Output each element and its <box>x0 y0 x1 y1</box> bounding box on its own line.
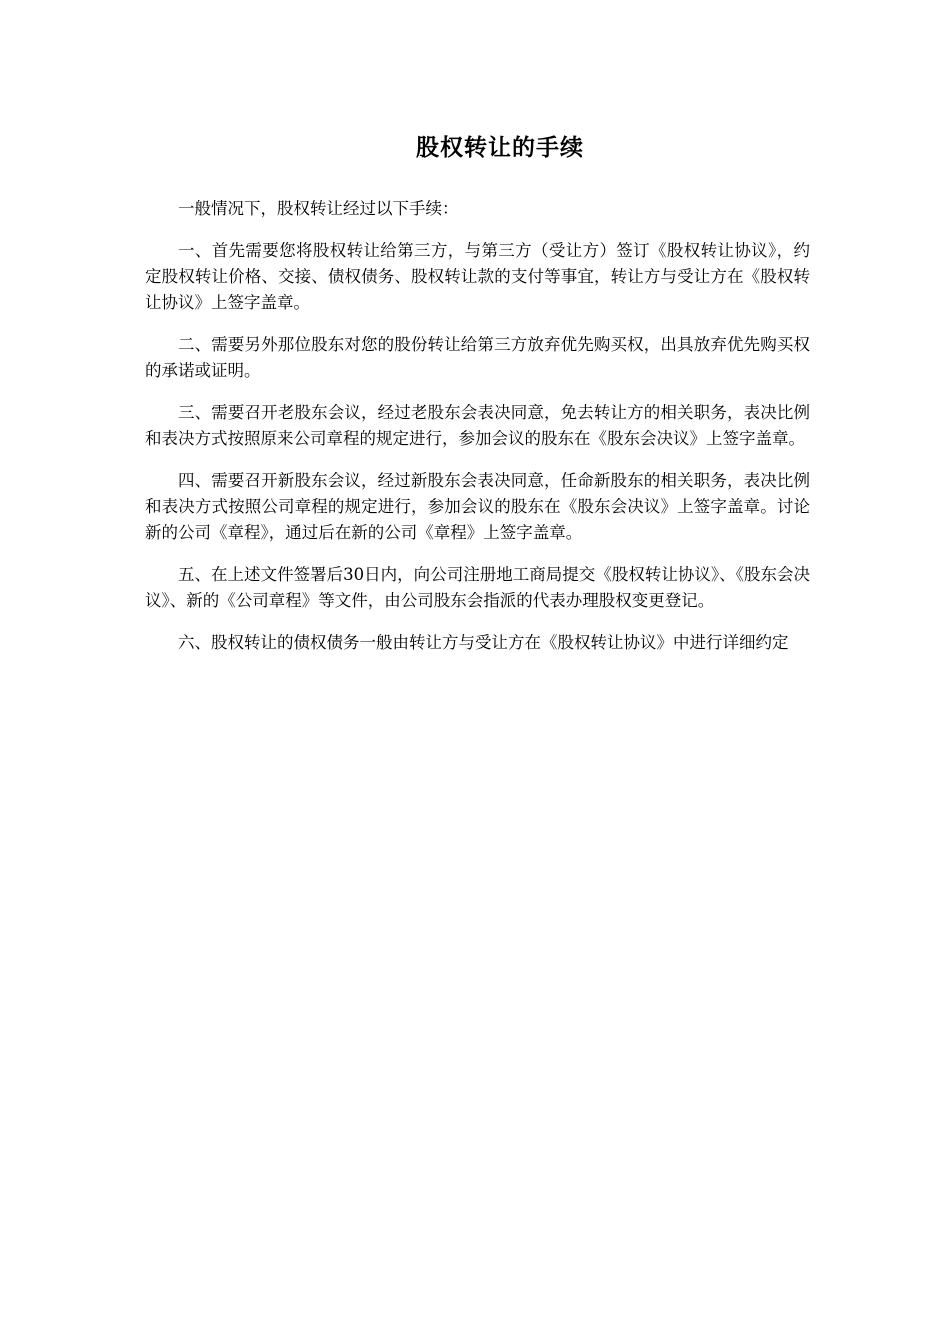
paragraph-step-1: 一、首先需要您将股权转让给第三方，与第三方（受让方）签订《股权转让协议》，约定股权转让价格、交接、债权债务、股权转让款的支付等事宜，转让方与受让方在《股权转让协议》上签字盖章。 <box>145 241 810 312</box>
document-body <box>145 196 810 672</box>
paragraph-step-5: 五、在上述文件签署后30日内，向公司注册地工商局提交《股权转让协议》、《股东会决议》、新的《公司章程》等文件，由公司股东会指派的代表办理股权变更登记。 <box>145 565 810 610</box>
intro-paragraph: 一般情况下，股权转让经过以下手续： <box>178 199 459 218</box>
paragraph-step-6: 六、股权转让的债权债务一般由转让方与受让方在《股权转让协议》中进行详细约定 <box>178 633 789 652</box>
paragraph-step-2: 二、需要另外那位股东对您的股份转让给第三方放弃优先购买权，出具放弃优先购买权的承诺或证明。 <box>145 335 810 380</box>
document-title: 股权转让的手续 <box>416 134 584 161</box>
paragraph-step-3: 三、需要召开老股东会议，经过老股东会表决同意，免去转让方的相关职务，表决比例和表决方式按照原来公司章程的规定进行，参加会议的股东在《股东会决议》上签字盖章。 <box>145 403 810 448</box>
paragraph-step-4: 四、需要召开新股东会议，经过新股东会表决同意，任命新股东的相关职务，表决比例和表决方式按照公司章程的规定进行，参加会议的股东在《股东会决议》上签字盖章。讨论新的公司《章程》，通过后在新的公司《章程》上签字盖章。 <box>145 471 810 542</box>
